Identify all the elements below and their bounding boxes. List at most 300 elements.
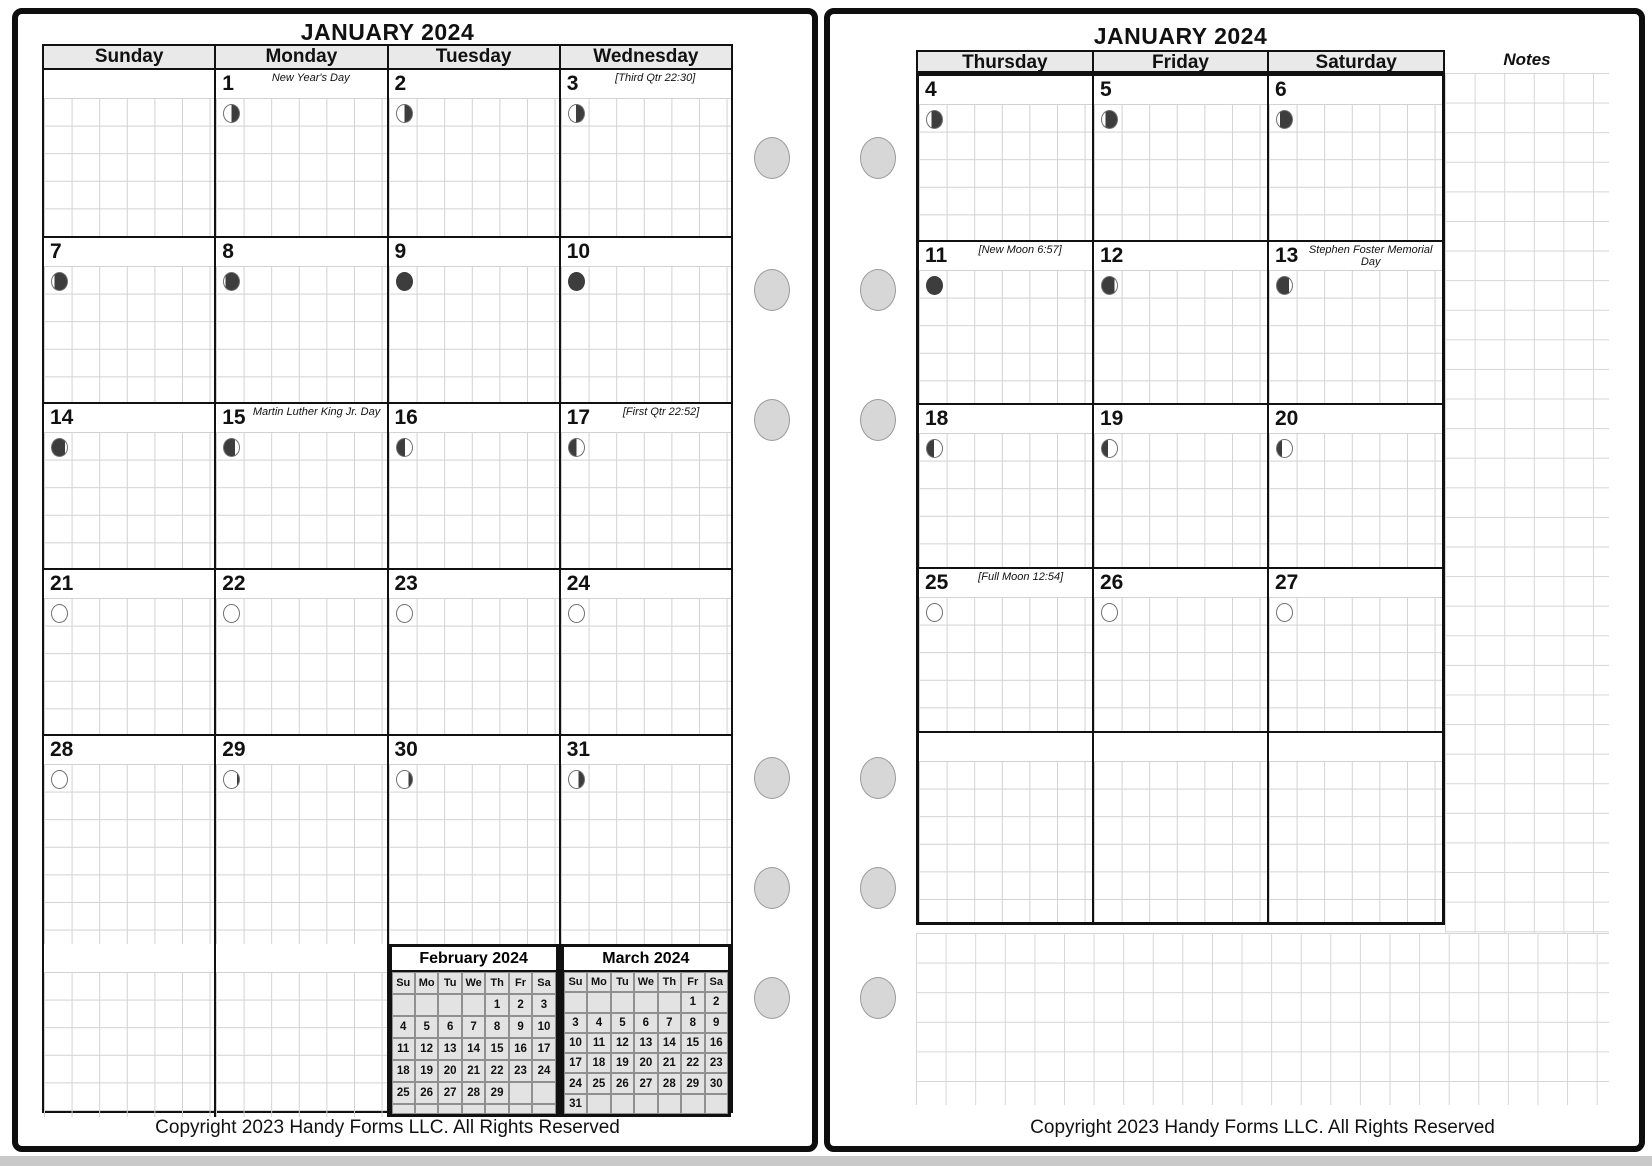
week-row — [44, 402, 731, 568]
week-row — [919, 731, 1442, 922]
mini-date-cell-empty — [658, 992, 681, 1012]
mini-date-cell-empty — [509, 1104, 532, 1114]
day-cell-8 — [214, 238, 386, 402]
mini-date-cell-empty — [611, 992, 634, 1012]
moon-phase-icon — [51, 604, 68, 623]
mini-date-cell-12: 12 — [611, 1033, 634, 1053]
mini-dow-cell: Tu — [611, 972, 634, 992]
moon-phase-icon — [396, 770, 413, 789]
day-cell-empty — [919, 733, 1092, 922]
day-cell-14 — [44, 404, 214, 568]
mini-date-cell-empty — [392, 1104, 415, 1114]
moon-phase-icon — [396, 604, 413, 623]
mini-date-cell-20: 20 — [438, 1060, 461, 1082]
day-cell-20 — [1267, 405, 1442, 567]
mini-date-cell-empty — [658, 1094, 681, 1114]
day-number: 20 — [1275, 407, 1299, 430]
mini-date-cell-17: 17 — [532, 1038, 555, 1060]
day-number: 10 — [566, 240, 591, 263]
date-band — [1094, 76, 1267, 104]
moon-phase-icon — [223, 770, 240, 789]
header-monday: Monday — [214, 46, 386, 68]
mini-date-cell-15: 15 — [681, 1033, 704, 1053]
mini-date-cell-3: 3 — [532, 994, 555, 1016]
cell-grid — [44, 432, 214, 568]
mini-date-cell-7: 7 — [462, 1016, 485, 1038]
moon-phase-icon — [1276, 439, 1293, 458]
mini-date-cell-4: 4 — [392, 1016, 415, 1038]
day-cell-empty — [44, 944, 214, 1117]
day-number: 15 — [222, 406, 246, 429]
date-band — [389, 70, 559, 98]
left-day-header-row — [44, 46, 731, 70]
date-band — [1094, 242, 1267, 270]
day-number: 6 — [1275, 78, 1287, 101]
date-band — [1094, 405, 1267, 433]
day-cell-empty — [1092, 733, 1267, 922]
day-number: 26 — [1100, 571, 1124, 594]
date-band — [919, 569, 1092, 597]
cell-grid — [1094, 270, 1267, 403]
mini-date-cell-22: 22 — [681, 1053, 704, 1073]
cell-grid — [1269, 597, 1442, 731]
cell-grid — [1094, 433, 1267, 567]
date-band — [44, 944, 214, 972]
punch-hole — [754, 977, 790, 1019]
mini-date-cell-10: 10 — [564, 1033, 587, 1053]
cell-grid — [1094, 597, 1267, 731]
moon-phase-icon — [223, 272, 240, 291]
mini-date-cell-empty — [415, 994, 438, 1016]
cell-grid — [1269, 433, 1442, 567]
cell-grid — [44, 598, 214, 734]
cell-grid — [919, 761, 1092, 922]
day-cell-empty — [1267, 733, 1442, 922]
mini-date-cell-1: 1 — [681, 992, 704, 1012]
mini-dow-cell: Mo — [587, 972, 610, 992]
mini-date-cell-24: 24 — [532, 1060, 555, 1082]
moon-phase-icon — [1276, 276, 1293, 295]
cell-grid — [1269, 761, 1442, 922]
mini-calendar-february-holder — [387, 944, 559, 1117]
day-cell-23 — [387, 570, 559, 734]
cell-grid — [919, 270, 1092, 403]
mini-date-cell-29: 29 — [485, 1082, 508, 1104]
day-note: [Full Moon 12:54] — [978, 571, 1064, 583]
mini-date-cell-3: 3 — [564, 1013, 587, 1033]
left-weeks-container — [44, 70, 731, 944]
mini-date-cell-empty — [705, 1094, 728, 1114]
header-sunday: Sunday — [94, 46, 164, 67]
day-cell-3 — [559, 70, 731, 236]
week-row — [44, 236, 731, 402]
mini-date-cell-empty — [587, 1094, 610, 1114]
day-cell-7 — [44, 238, 214, 402]
day-cell-22 — [214, 570, 386, 734]
moon-phase-icon — [1101, 276, 1118, 295]
date-band — [389, 238, 559, 266]
cell-grid — [216, 266, 386, 402]
day-cell-25 — [919, 569, 1092, 731]
date-band — [561, 570, 731, 598]
moon-phase-icon — [51, 770, 68, 789]
moon-phase-icon — [568, 770, 585, 789]
right-calendar-table — [916, 50, 1445, 933]
mini-date-cell-28: 28 — [462, 1082, 485, 1104]
date-band — [44, 570, 214, 598]
moon-phase-icon — [1276, 603, 1293, 622]
moon-phase-icon — [396, 272, 413, 291]
day-cell-12 — [1092, 242, 1267, 403]
date-band — [216, 944, 386, 972]
day-note: [Third Qtr 22:30] — [615, 72, 696, 84]
date-band — [216, 570, 386, 598]
date-band — [1094, 569, 1267, 597]
mini-date-cell-18: 18 — [392, 1060, 415, 1082]
cell-grid — [44, 98, 214, 236]
day-number: 24 — [566, 572, 591, 595]
punch-hole — [860, 867, 896, 909]
day-number: 9 — [394, 240, 407, 263]
mini-date-cell-29: 29 — [681, 1073, 704, 1093]
mini-date-cell-16: 16 — [705, 1033, 728, 1053]
mini-date-cell-22: 22 — [485, 1060, 508, 1082]
mini-calendar-grid — [392, 972, 556, 1114]
moon-phase-icon — [1101, 439, 1118, 458]
moon-phase-icon — [926, 110, 943, 129]
mini-date-cell-25: 25 — [392, 1082, 415, 1104]
day-cell-6 — [1267, 76, 1442, 240]
day-cell-19 — [1092, 405, 1267, 567]
day-number: 21 — [50, 572, 74, 595]
day-cell-31 — [559, 736, 731, 944]
mini-date-cell-2: 2 — [705, 992, 728, 1012]
date-band — [561, 238, 731, 266]
mini-date-cell-empty — [634, 1094, 657, 1114]
mini-date-cell-31: 31 — [564, 1094, 587, 1114]
mini-date-cell-14: 14 — [658, 1033, 681, 1053]
day-cell-5 — [1092, 76, 1267, 240]
cell-grid — [1094, 761, 1267, 922]
mini-calendar-march-holder — [559, 944, 731, 1117]
punch-hole — [860, 137, 896, 179]
day-number: 2 — [394, 72, 407, 95]
day-cell-13 — [1267, 242, 1442, 403]
right-planner-page — [824, 8, 1645, 1152]
date-band — [44, 70, 214, 98]
mini-date-cell-empty — [611, 1094, 634, 1114]
left-page-title: JANUARY 2024 — [300, 19, 475, 45]
day-number: 13 — [1275, 244, 1299, 267]
mini-date-cell-17: 17 — [564, 1053, 587, 1073]
punch-hole — [860, 757, 896, 799]
cell-grid — [919, 597, 1092, 731]
mini-date-cell-empty — [392, 994, 415, 1016]
cell-grid — [389, 98, 559, 236]
day-cell-26 — [1092, 569, 1267, 731]
mini-date-cell-empty — [681, 1094, 704, 1114]
cell-grid — [389, 432, 559, 568]
day-cell-30 — [387, 736, 559, 944]
date-band — [1269, 242, 1442, 270]
mini-calendar — [561, 944, 731, 1117]
day-number: 7 — [50, 240, 62, 263]
cell-grid — [919, 104, 1092, 240]
left-copyright-line: Copyright 2023 Handy Forms LLC. All Rights Reserved — [155, 1117, 620, 1138]
date-band — [561, 70, 731, 98]
mini-date-cell-19: 19 — [611, 1053, 634, 1073]
mini-date-cell-26: 26 — [611, 1073, 634, 1093]
day-number: 4 — [925, 78, 937, 101]
date-band — [216, 404, 386, 432]
day-cell-27 — [1267, 569, 1442, 731]
mini-date-cell-25: 25 — [587, 1073, 610, 1093]
mini-dow-cell: Su — [564, 972, 587, 992]
day-number: 5 — [1100, 78, 1112, 101]
day-cell-9 — [387, 238, 559, 402]
mini-date-cell-8: 8 — [485, 1016, 508, 1038]
day-number: 27 — [1275, 571, 1299, 594]
punch-hole — [754, 269, 790, 311]
mini-dow-cell: Tu — [438, 972, 461, 994]
cell-grid — [561, 432, 731, 568]
day-number: 1 — [222, 72, 234, 95]
mini-date-cell-20: 20 — [634, 1053, 657, 1073]
cell-grid — [561, 266, 731, 402]
moon-phase-icon — [926, 439, 943, 458]
mini-dow-cell: Fr — [681, 972, 704, 992]
day-cell-11 — [919, 242, 1092, 403]
day-cell-16 — [387, 404, 559, 568]
mini-dow-cell: Th — [658, 972, 681, 992]
cell-grid — [44, 764, 214, 944]
day-cell-24 — [559, 570, 731, 734]
day-number: 18 — [925, 407, 949, 430]
week-row — [919, 403, 1442, 567]
mini-date-cell-23: 23 — [509, 1060, 532, 1082]
date-band — [216, 238, 386, 266]
cell-grid — [561, 598, 731, 734]
cell-grid — [561, 764, 731, 944]
moon-phase-icon — [223, 438, 240, 457]
mini-date-cell-8: 8 — [681, 1013, 704, 1033]
date-band — [1269, 405, 1442, 433]
day-cell-2 — [387, 70, 559, 236]
header-tuesday: Tuesday — [387, 46, 559, 68]
mini-dow-cell: Mo — [415, 972, 438, 994]
day-cell-29 — [214, 736, 386, 944]
mini-date-cell-empty — [415, 1104, 438, 1114]
mini-calendar-grid — [564, 972, 728, 1114]
day-cell-18 — [919, 405, 1092, 567]
moon-phase-icon — [1101, 603, 1118, 622]
mini-date-cell-empty — [564, 992, 587, 1012]
cell-grid — [389, 266, 559, 402]
mini-date-cell-9: 9 — [705, 1013, 728, 1033]
moon-phase-icon — [568, 272, 585, 291]
mini-date-cell-11: 11 — [392, 1038, 415, 1060]
mini-date-cell-21: 21 — [462, 1060, 485, 1082]
week-row — [919, 567, 1442, 731]
date-band — [919, 405, 1092, 433]
right-copyright-line: Copyright 2023 Handy Forms LLC. All Rights Reserved — [1030, 1117, 1495, 1138]
cell-grid — [216, 98, 386, 236]
mini-dow-cell: Sa — [532, 972, 555, 994]
day-note: New Year's Day — [271, 72, 350, 84]
week-row — [44, 70, 731, 236]
day-number: 11 — [925, 244, 948, 267]
left-bottom-row — [44, 944, 731, 1117]
day-cell-empty — [214, 944, 386, 1117]
day-number — [1269, 733, 1275, 735]
mini-date-cell-12: 12 — [415, 1038, 438, 1060]
cell-grid — [919, 433, 1092, 567]
punch-hole — [754, 137, 790, 179]
mini-date-cell-6: 6 — [634, 1013, 657, 1033]
day-number: 12 — [1100, 244, 1124, 267]
day-number: 30 — [394, 738, 418, 761]
date-band — [1269, 733, 1442, 761]
mini-date-cell-5: 5 — [611, 1013, 634, 1033]
mini-date-cell-15: 15 — [485, 1038, 508, 1060]
mini-date-cell-10: 10 — [532, 1016, 555, 1038]
moon-phase-icon — [926, 603, 943, 622]
day-number: 29 — [222, 738, 246, 761]
day-number — [1094, 733, 1100, 735]
moon-phase-icon — [926, 276, 943, 295]
punch-hole — [754, 867, 790, 909]
mini-date-cell-empty — [587, 992, 610, 1012]
mini-dow-cell: We — [462, 972, 485, 994]
moon-phase-icon — [568, 438, 585, 457]
date-band — [216, 70, 386, 98]
mini-date-cell-16: 16 — [509, 1038, 532, 1060]
date-band — [44, 404, 214, 432]
day-number: 17 — [566, 406, 591, 429]
day-number: 22 — [222, 572, 246, 595]
notes-label: Notes — [1503, 50, 1551, 69]
day-cell-1 — [214, 70, 386, 236]
week-row — [919, 240, 1442, 403]
header-wednesday: Wednesday — [559, 46, 731, 68]
mini-date-cell-18: 18 — [587, 1053, 610, 1073]
week-row — [44, 568, 731, 734]
date-band — [1269, 76, 1442, 104]
mini-date-cell-6: 6 — [438, 1016, 461, 1038]
punch-hole — [754, 757, 790, 799]
day-note: [New Moon 6:57] — [978, 244, 1062, 256]
mini-dow-cell: Su — [392, 972, 415, 994]
date-band — [561, 404, 731, 432]
mini-date-cell-empty — [485, 1104, 508, 1114]
mini-dow-cell: Fr — [509, 972, 532, 994]
mini-date-cell-empty — [462, 1104, 485, 1114]
left-calendar-table — [42, 44, 733, 1113]
mini-date-cell-27: 27 — [634, 1073, 657, 1093]
header-thursday: Thursday — [962, 52, 1048, 73]
date-band — [1094, 733, 1267, 761]
notes-grid — [1445, 73, 1609, 933]
day-number — [44, 70, 50, 72]
moon-phase-icon — [223, 604, 240, 623]
header-friday: Friday — [1092, 52, 1268, 71]
cell-grid — [389, 764, 559, 944]
moon-phase-icon — [396, 438, 413, 457]
cell-grid — [1269, 104, 1442, 240]
moon-phase-icon — [1276, 110, 1293, 129]
moon-phase-icon — [1101, 110, 1118, 129]
date-band — [389, 404, 559, 432]
mini-calendar-title: February 2024 — [392, 947, 556, 972]
mini-date-cell-4: 4 — [587, 1013, 610, 1033]
mini-date-cell-empty — [532, 1104, 555, 1114]
day-cell-empty — [44, 70, 214, 236]
day-cell-4 — [919, 76, 1092, 240]
week-row — [919, 76, 1442, 240]
mini-date-cell-11: 11 — [587, 1033, 610, 1053]
day-cell-17 — [559, 404, 731, 568]
mini-date-cell-23: 23 — [705, 1053, 728, 1073]
mini-date-cell-5: 5 — [415, 1016, 438, 1038]
day-number: 19 — [1100, 407, 1124, 430]
mini-date-cell-13: 13 — [634, 1033, 657, 1053]
date-band — [389, 736, 559, 764]
day-note: Stephen Foster Memorial Day — [1308, 244, 1433, 268]
mini-date-cell-27: 27 — [438, 1082, 461, 1104]
day-number — [919, 733, 925, 735]
mini-date-cell-21: 21 — [658, 1053, 681, 1073]
cell-grid — [389, 598, 559, 734]
moon-phase-icon — [568, 104, 585, 123]
cell-grid — [216, 598, 386, 734]
mini-calendar-title: March 2024 — [564, 947, 728, 972]
mini-date-cell-empty — [634, 992, 657, 1012]
right-weeks-container — [916, 73, 1445, 925]
punch-hole — [754, 399, 790, 441]
date-band — [919, 76, 1092, 104]
day-cell-10 — [559, 238, 731, 402]
cell-grid — [216, 764, 386, 944]
day-number: 8 — [222, 240, 234, 263]
right-day-header-row — [916, 50, 1445, 73]
cell-grid — [216, 972, 386, 1117]
date-band — [561, 736, 731, 764]
cell-grid — [216, 432, 386, 568]
mini-dow-cell: Sa — [705, 972, 728, 992]
mini-date-cell-28: 28 — [658, 1073, 681, 1093]
day-number: 31 — [566, 738, 591, 761]
moon-phase-icon — [396, 104, 413, 123]
mini-date-cell-9: 9 — [509, 1016, 532, 1038]
mini-date-cell-24: 24 — [564, 1073, 587, 1093]
mini-dow-cell: Th — [485, 972, 508, 994]
mini-date-cell-empty — [509, 1082, 532, 1104]
cell-grid — [1269, 270, 1442, 403]
mini-date-cell-13: 13 — [438, 1038, 461, 1060]
day-number: 3 — [566, 72, 579, 95]
date-band — [919, 733, 1092, 761]
mini-dow-cell: We — [634, 972, 657, 992]
mini-date-cell-1: 1 — [485, 994, 508, 1016]
moon-phase-icon — [568, 604, 585, 623]
mini-date-cell-14: 14 — [462, 1038, 485, 1060]
punch-hole — [860, 977, 896, 1019]
date-band — [44, 736, 214, 764]
header-saturday: Saturday — [1267, 52, 1443, 71]
cell-grid — [44, 972, 214, 1117]
day-cell-15 — [214, 404, 386, 568]
moon-phase-icon — [51, 438, 68, 457]
